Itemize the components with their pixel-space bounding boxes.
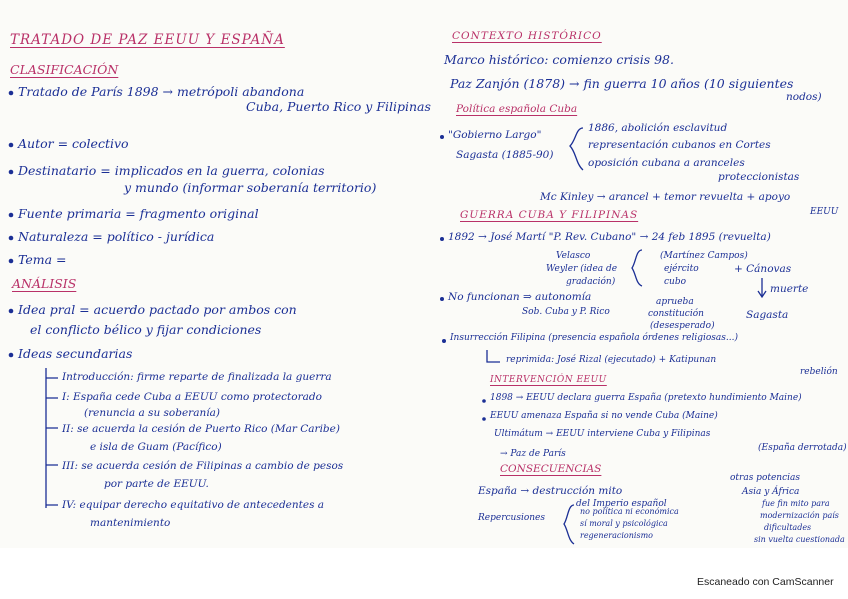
repercusion-2: sí moral y psicológica (580, 519, 668, 528)
mckinley-cont: EEUU (810, 207, 839, 217)
bullet-destinatario: Destinatario = implicados en la guerra, colonias (18, 163, 325, 178)
bullet-tratado: Tratado de París 1898 → metrópoli abandona (18, 84, 305, 99)
bullet-autor: Autor = colectivo (18, 136, 129, 151)
gobierno-item-3: oposición cubana a aranceles (588, 157, 745, 169)
insurreccion-filipina: Insurrección Filipina (presencia española órdenes religiosas...) (450, 333, 739, 343)
repercusion-1: no política ni económica (580, 507, 679, 516)
paz-zanjon-cont: nodos) (786, 91, 822, 103)
gobierno-item-1: 1886, abolición esclavitud (588, 122, 728, 134)
otras-potencias-cont: Asia y África (742, 487, 800, 497)
politica-heading: Política española Cuba (456, 103, 578, 115)
idea-intro: Introducción: firme reparte de finalizada la guerra (62, 371, 332, 383)
repercusion-6: dificultades (764, 523, 812, 532)
soberania-cuba: Sob. Cuba y P. Rico (522, 307, 610, 317)
marco-historico: Marco histórico: comienzo crisis 98. (444, 52, 674, 67)
repercusion-7: sin vuelta cuestionada (754, 535, 845, 544)
contexto-heading: CONTEXTO HISTÓRICO (452, 30, 602, 42)
intervencion-3: Ultimátum → EEUU interviene Cuba y Filipinas (494, 429, 711, 439)
idea-iii-cont: por parte de EEUU. (104, 478, 209, 490)
weyler-cont: gradación) (566, 277, 616, 287)
espana-mito: España → destrucción mito (478, 485, 623, 497)
bullet-tratado-cont: Cuba, Puerto Rico y Filipinas (246, 99, 431, 114)
idea-iii: III: se acuerda cesión de Filipinas a cambio de pesos (62, 460, 344, 472)
mckinley: Mc Kinley → arancel + temor revuelta + apoyo (540, 191, 791, 203)
guerra-heading: GUERRA CUBA Y FILIPINAS (460, 209, 639, 221)
reprimida: reprimida: José Rizal (ejecutado) + Katipunan (506, 355, 717, 365)
martinez-campos: (Martínez Campos) (660, 251, 748, 261)
idea-principal: Idea pral = acuerdo pactado por ambos con (18, 302, 297, 317)
paz-zanjon: Paz Zanjón (1878) → fin guerra 10 años (10 siguientes (450, 76, 794, 91)
marti-line: 1892 → José Martí "P. Rev. Cubano" → 24 feb 1895 (revuelta) (448, 231, 771, 243)
gobierno-item-2: representación cubanos en Cortes (588, 139, 771, 151)
aprueba-desesperado: (desesperado) (650, 321, 715, 331)
muerte: muerte (770, 283, 809, 295)
intervencion-1: 1898 → EEUU declara guerra España (pretexto hundimiento Maine) (490, 393, 802, 403)
idea-ii: II: se acuerda la cesión de Puerto Rico (Mar Caribe) (62, 423, 340, 435)
idea-principal-cont: el conflicto bélico y fijar condiciones (30, 322, 262, 337)
scanner-watermark: Escaneado con CamScanner (697, 576, 834, 588)
analisis-heading: ANÁLISIS (12, 276, 77, 291)
document-title: TRATADO DE PAZ EEUU Y ESPAÑA (10, 32, 285, 48)
aprueba-constitucion: constitución (648, 309, 704, 319)
repercusiones: Repercusiones (478, 513, 545, 523)
canovas: + Cánovas (734, 263, 792, 275)
intervencion-heading: INTERVENCIÓN EEUU (490, 375, 607, 385)
idea-ii-cont: e isla de Guam (Pacífico) (90, 441, 222, 453)
cubo: cubo (664, 277, 687, 287)
gobierno-item-3-cont: proteccionistas (718, 171, 800, 183)
gobierno-largo: "Gobierno Largo" (448, 129, 542, 141)
repercusion-3: regeneracionismo (580, 531, 653, 540)
espana-mito-cont: del Imperio español (576, 499, 667, 509)
bullet-tema: Tema = (18, 252, 67, 267)
reprimida-cont: rebelión (800, 367, 838, 377)
consecuencias-heading: CONSECUENCIAS (500, 463, 602, 475)
otras-potencias: otras potencias (730, 473, 801, 483)
intervencion-3-cont: (España derrotada) (758, 443, 847, 453)
idea-i-cont: (renuncia a su soberanía) (84, 407, 220, 419)
weyler: Weyler (idea de (546, 264, 618, 274)
idea-iv: IV: equipar derecho equitativo de antecedentes a (62, 499, 325, 511)
intervencion-2: EEUU amenaza España si no vende Cuba (Maine) (490, 411, 718, 421)
idea-iv-cont: mantenimiento (90, 517, 171, 529)
no-funcionan: No funcionan ⇒ autonomía (448, 291, 592, 303)
clasificacion-heading: CLASIFICACIÓN (10, 62, 119, 77)
velasco: Velasco (556, 251, 591, 261)
repercusion-4: fue fin mito para (762, 499, 830, 508)
bullet-destinatario-cont: y mundo (informar soberanía territorio) (124, 180, 377, 195)
bullet-naturaleza: Naturaleza = político - jurídica (18, 229, 215, 244)
ejercito: ejército (664, 264, 699, 274)
idea-i: I: España cede Cuba a EEUU como protectorado (62, 391, 322, 403)
sagasta-2: Sagasta (746, 309, 789, 321)
intervencion-4: → Paz de París (500, 449, 566, 459)
aprueba: aprueba (656, 297, 694, 307)
ideas-secundarias: Ideas secundarias (18, 346, 133, 361)
repercusion-5: modernización país (760, 511, 839, 520)
bullet-fuente: Fuente primaria = fragmento original (18, 206, 259, 221)
sagasta-label: Sagasta (1885-90) (456, 149, 554, 161)
